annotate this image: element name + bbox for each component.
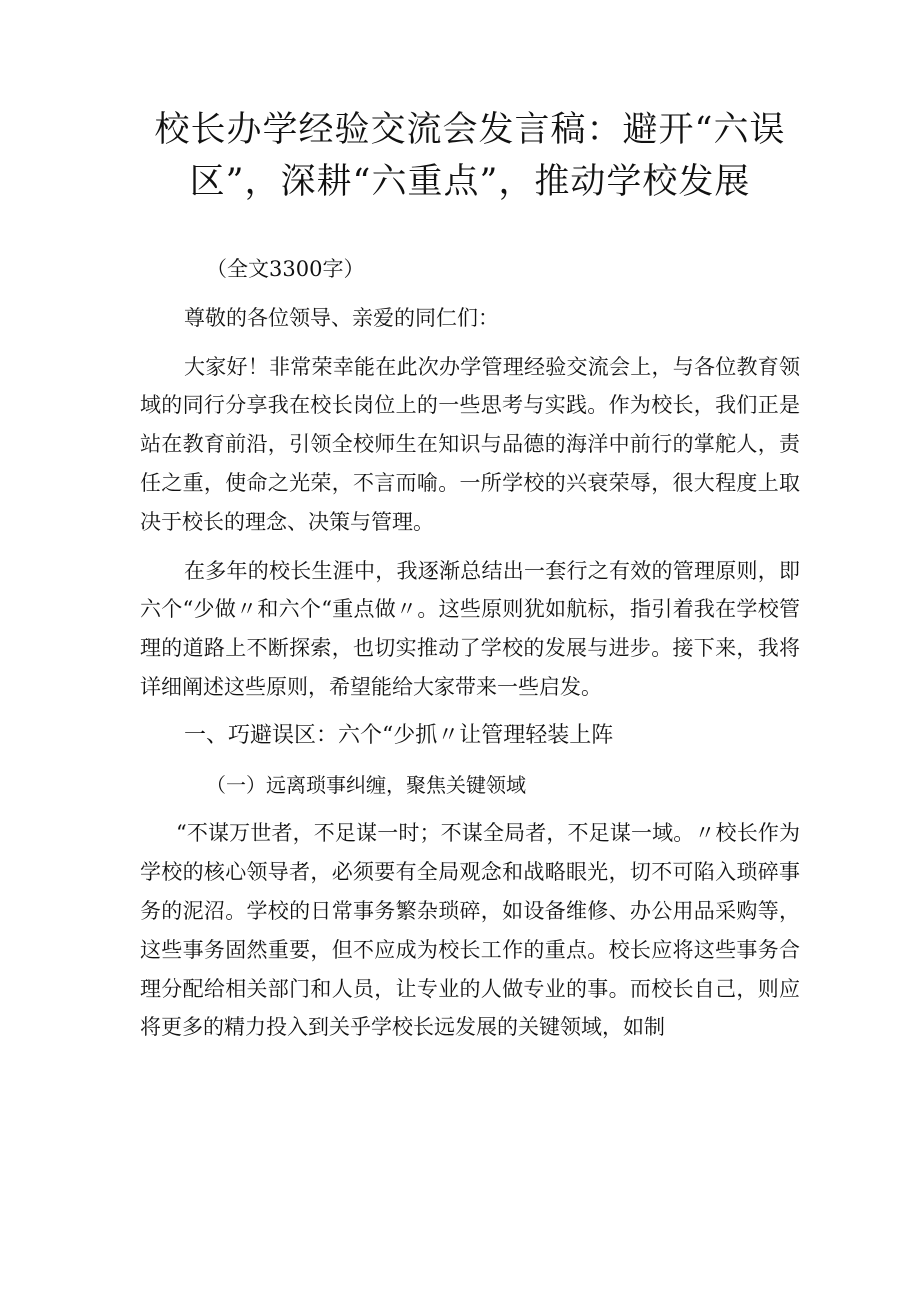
paragraph-section-1: “不谋万世者，不足谋一时；不谋全局者，不足谋一域。〃校长作为学校的核心领导者，必须要有全局观念和战略眼光，切不可陷入琐碎事务的泥沼。学校的日常事务繁杂琐碎，如设备维修、办公用品采购等，这些事务固然重要，但不应成为校长工作的重点。校长应将这些事务合理分配给相关部门和人员，让专业的人做专业的事。而校长自己，则应将更多的精力投入到关乎学校长远发展的关键领域，如制	[140, 821, 800, 1040]
subsection-heading-1: （一）远离琐事纠缠，聚焦关键领域	[206, 772, 526, 797]
document-body	[140, 250, 800, 1047]
title-line-2: 区”，深耕“六重点”，推动学校发展	[189, 162, 751, 202]
document-title	[140, 104, 800, 208]
title-line-1: 校长办学经验交流会发言稿：避开“六误	[154, 110, 786, 150]
greeting: 尊敬的各位领导、亲爱的同仁们：	[184, 305, 499, 330]
paragraph-intro: 大家好！非常荣幸能在此次办学管理经验交流会上，与各位教育领域的同行分享我在校长岗位上的一些思考与实践。作为校长，我们正是站在教育前沿，引领全校师生在知识与品德的海洋中前行的掌舵人，责任之重，使命之光荣，不言而喻。一所学校的兴衰荣辱，很大程度上取决于校长的理念、决策与管理。	[140, 354, 800, 534]
word-count: （全文3300字）	[206, 257, 365, 281]
section-heading-1: 一、巧避误区：六个“少抓〃让管理轻装上阵	[184, 722, 614, 748]
paragraph-principles: 在多年的校长生涯中，我逐渐总结出一套行之有效的管理原则，即六个“少做〃和六个“重点做〃。这些原则犹如航标，指引着我在学校管理的道路上不断探索，也切实推动了学校的发展与进步。接下来，我将详细阐述这些原则，希望能给大家带来一些启发。	[140, 558, 800, 699]
